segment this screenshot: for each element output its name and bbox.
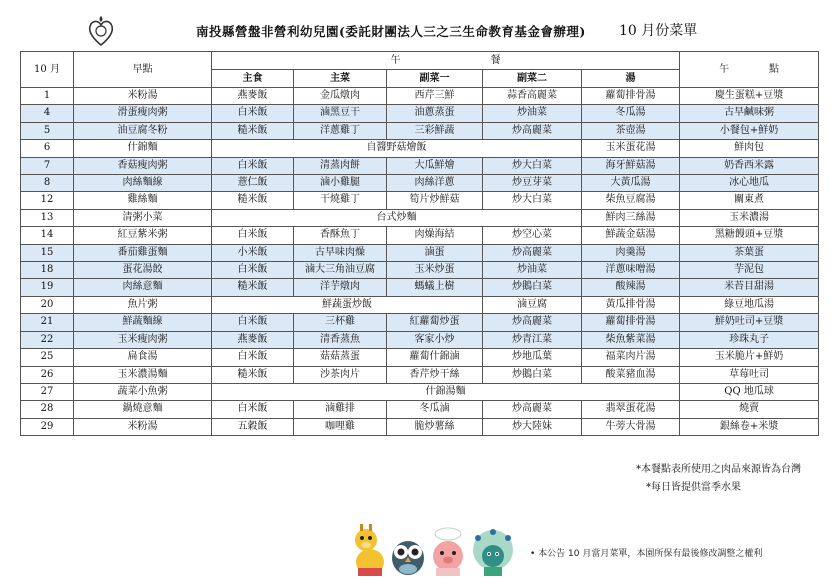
staple-cell: 五穀飯 bbox=[212, 418, 294, 435]
note-meat-origin: *本餐點表所使用之肉品來源皆為台灣 bbox=[636, 464, 801, 475]
side2-cell: 炒大陸妹 bbox=[483, 418, 582, 435]
page-title: 南投縣營盤非營利幼兒園(委託財團法人三之三生命教育基金會辦理) bbox=[196, 24, 586, 39]
staple-cell: 薏仁飯 bbox=[212, 175, 294, 192]
breakfast-cell: 鍋燒意麵 bbox=[74, 401, 212, 418]
date-cell: 1 bbox=[21, 88, 74, 105]
date-cell: 5 bbox=[21, 122, 74, 139]
breakfast-cell: 肉絲意麵 bbox=[74, 279, 212, 296]
lunch-subheader-side1: 副菜一 bbox=[387, 70, 483, 88]
breakfast-cell: 玉米濃湯麵 bbox=[74, 366, 212, 383]
soup-cell: 海牙鮮菇湯 bbox=[582, 157, 680, 174]
date-cell: 29 bbox=[21, 418, 74, 435]
soup-cell: 蘿蔔排骨湯 bbox=[582, 88, 680, 105]
soup-cell: 鮮蔬金菇湯 bbox=[582, 227, 680, 244]
date-cell: 25 bbox=[21, 349, 74, 366]
side1-cell: 蘿蔔什錦滷 bbox=[387, 349, 483, 366]
table-row bbox=[21, 296, 819, 313]
snack-cell: 珍珠丸子 bbox=[680, 331, 819, 348]
table-row bbox=[21, 88, 819, 105]
table-row bbox=[21, 209, 819, 226]
soup-cell: 福菜肉片湯 bbox=[582, 349, 680, 366]
main-cell: 古早味肉燥 bbox=[294, 244, 387, 261]
side2-cell: 炒豆芽菜 bbox=[483, 175, 582, 192]
staple-cell: 燕麥飯 bbox=[212, 331, 294, 348]
month-title: 10 月份菜單 bbox=[619, 23, 698, 39]
side2-cell: 炒鵝白菜 bbox=[483, 279, 582, 296]
staple-cell: 白米飯 bbox=[212, 401, 294, 418]
table-row bbox=[21, 105, 819, 122]
date-cell: 6 bbox=[21, 140, 74, 157]
side1-cell: 西芹三鮮 bbox=[387, 88, 483, 105]
side2-cell: 炒高麗菜 bbox=[483, 244, 582, 261]
date-cell: 21 bbox=[21, 314, 74, 331]
soup-cell: 牛蒡大骨湯 bbox=[582, 418, 680, 435]
breakfast-cell: 什錦麵 bbox=[74, 140, 212, 157]
side1-cell: 肉絲洋蔥 bbox=[387, 175, 483, 192]
main-cell: 清蒸肉餅 bbox=[294, 157, 387, 174]
lunch-subheader-main: 主菜 bbox=[294, 70, 387, 88]
side2-cell: 炒油菜 bbox=[483, 262, 582, 279]
note-fruit: *每日皆提供當季水果 bbox=[646, 482, 741, 493]
table-row bbox=[21, 383, 819, 400]
soup-cell: 冬瓜湯 bbox=[582, 105, 680, 122]
menu-table bbox=[20, 51, 819, 436]
table-row bbox=[21, 418, 819, 435]
snack-cell: 鮮奶吐司+豆漿 bbox=[680, 314, 819, 331]
snack-cell: 古早鹹味粥 bbox=[680, 105, 819, 122]
staple-cell: 糙米飯 bbox=[212, 192, 294, 209]
soup-cell: 柴魚豆腐湯 bbox=[582, 192, 680, 209]
table-row bbox=[21, 401, 819, 418]
soup-cell: 柴魚紫菜湯 bbox=[582, 331, 680, 348]
soup-cell: 玉米蛋花湯 bbox=[582, 140, 680, 157]
snack-cell: 鮮肉包 bbox=[680, 140, 819, 157]
heart-logo-icon bbox=[86, 14, 116, 48]
side1-cell: 筍片炒鮮菇 bbox=[387, 192, 483, 209]
table-row bbox=[21, 175, 819, 192]
side1-cell: 油蔥蒸蛋 bbox=[387, 105, 483, 122]
snack-cell: 奶香西米露 bbox=[680, 157, 819, 174]
soup-cell: 酸菜豬血湯 bbox=[582, 366, 680, 383]
soup-cell: 茶壺湯 bbox=[582, 122, 680, 139]
breakfast-cell: 肉絲麵線 bbox=[74, 175, 212, 192]
staple-cell: 白米飯 bbox=[212, 314, 294, 331]
snack-cell: 關東煮 bbox=[680, 192, 819, 209]
main-cell: 滷黑豆干 bbox=[294, 105, 387, 122]
soup-cell: 酸辣湯 bbox=[582, 279, 680, 296]
snack-cell: 慶生蛋糕+豆漿 bbox=[680, 88, 819, 105]
soup-cell: 鮮肉三絲湯 bbox=[582, 209, 680, 226]
staple-cell: 白米飯 bbox=[212, 157, 294, 174]
date-cell: 19 bbox=[21, 279, 74, 296]
date-cell: 22 bbox=[21, 331, 74, 348]
side2-cell: 蒜香高麗菜 bbox=[483, 88, 582, 105]
table-row bbox=[21, 140, 819, 157]
main-cell: 香酥魚丁 bbox=[294, 227, 387, 244]
table-row bbox=[21, 279, 819, 296]
breakfast-cell: 滑蛋瘦肉粥 bbox=[74, 105, 212, 122]
breakfast-cell: 油豆腐冬粉 bbox=[74, 122, 212, 139]
breakfast-cell: 蛋花湯餃 bbox=[74, 262, 212, 279]
table-row bbox=[21, 366, 819, 383]
lunch-subheader-soup: 湯 bbox=[582, 70, 680, 88]
table-row bbox=[21, 192, 819, 209]
staple-cell: 白米飯 bbox=[212, 227, 294, 244]
date-cell: 7 bbox=[21, 157, 74, 174]
table-row bbox=[21, 227, 819, 244]
side1-cell: 大瓜鮮燴 bbox=[387, 157, 483, 174]
table-row bbox=[21, 157, 819, 174]
side1-cell: 肉燥海結 bbox=[387, 227, 483, 244]
lunch-merged-cell: 什錦湯麵 bbox=[212, 383, 680, 400]
side2-cell: 炒空心菜 bbox=[483, 227, 582, 244]
breakfast-cell: 米粉湯 bbox=[74, 88, 212, 105]
staple-cell: 糙米飯 bbox=[212, 122, 294, 139]
soup-cell: 翡翠蛋花湯 bbox=[582, 401, 680, 418]
staple-cell: 白米飯 bbox=[212, 349, 294, 366]
date-cell: 8 bbox=[21, 175, 74, 192]
soup-cell: 肉羹湯 bbox=[582, 244, 680, 261]
lunch-subheader-staple: 主食 bbox=[212, 70, 294, 88]
main-cell: 滷小雞腿 bbox=[294, 175, 387, 192]
staple-cell: 小米飯 bbox=[212, 244, 294, 261]
soup-cell: 大黃瓜湯 bbox=[582, 175, 680, 192]
snack-cell: 綠豆地瓜湯 bbox=[680, 296, 819, 313]
side1-cell: 客家小炒 bbox=[387, 331, 483, 348]
date-cell: 15 bbox=[21, 244, 74, 261]
main-cell: 三杯雞 bbox=[294, 314, 387, 331]
staple-cell: 糙米飯 bbox=[212, 366, 294, 383]
snack-cell: 小餐包+鮮奶 bbox=[680, 122, 819, 139]
snack-cell: 銀絲卷+米漿 bbox=[680, 418, 819, 435]
side2-cell: 炒鵝白菜 bbox=[483, 366, 582, 383]
main-cell: 金瓜燉肉 bbox=[294, 88, 387, 105]
snack-cell: 冰心地瓜 bbox=[680, 175, 819, 192]
table-row bbox=[21, 349, 819, 366]
date-cell: 12 bbox=[21, 192, 74, 209]
side2-cell: 炒大白菜 bbox=[483, 192, 582, 209]
lunch-merged-cell: 台式炒麵 bbox=[212, 209, 582, 226]
side2-cell: 炒青江菜 bbox=[483, 331, 582, 348]
footer-notice: • 本公告 10 月當月菜單，本園所保有最後修改調整之權利 bbox=[530, 549, 763, 559]
side2-cell: 炒油菜 bbox=[483, 105, 582, 122]
date-cell: 18 bbox=[21, 262, 74, 279]
snack-cell: QQ 地瓜球 bbox=[680, 383, 819, 400]
side2-cell: 滷豆腐 bbox=[483, 296, 582, 313]
table-row bbox=[21, 244, 819, 261]
date-cell: 20 bbox=[21, 296, 74, 313]
date-header: 10 月 bbox=[21, 52, 74, 88]
date-cell: 26 bbox=[21, 366, 74, 383]
lunch-subheader-side2: 副菜二 bbox=[483, 70, 582, 88]
main-cell: 沙茶肉片 bbox=[294, 366, 387, 383]
breakfast-cell: 鮮蔬麵線 bbox=[74, 314, 212, 331]
lunch-header: 午 餐 bbox=[212, 52, 680, 70]
afternoon-header: 午 點 bbox=[680, 52, 819, 88]
breakfast-cell: 清粥小菜 bbox=[74, 209, 212, 226]
snack-cell: 芋泥包 bbox=[680, 262, 819, 279]
breakfast-cell: 紅豆紫米粥 bbox=[74, 227, 212, 244]
soup-cell: 蘿蔔排骨湯 bbox=[582, 314, 680, 331]
staple-cell: 白米飯 bbox=[212, 262, 294, 279]
side2-cell: 炒高麗菜 bbox=[483, 122, 582, 139]
main-cell: 咖哩雞 bbox=[294, 418, 387, 435]
side1-cell: 冬瓜滷 bbox=[387, 401, 483, 418]
snack-cell: 米苔目甜湯 bbox=[680, 279, 819, 296]
main-cell: 滷大三角油豆腐 bbox=[294, 262, 387, 279]
breakfast-cell: 蔬菜小魚粥 bbox=[74, 383, 212, 400]
date-cell: 4 bbox=[21, 105, 74, 122]
date-cell: 13 bbox=[21, 209, 74, 226]
snack-cell: 黑糖饅頭+豆漿 bbox=[680, 227, 819, 244]
side2-cell: 炒地瓜葉 bbox=[483, 349, 582, 366]
soup-cell: 黃瓜排骨湯 bbox=[582, 296, 680, 313]
side1-cell: 脆炒薯絲 bbox=[387, 418, 483, 435]
breakfast-cell: 扁食湯 bbox=[74, 349, 212, 366]
breakfast-cell: 魚片粥 bbox=[74, 296, 212, 313]
lunch-merged-cell: 自醬野菇燴飯 bbox=[212, 140, 582, 157]
snack-cell: 草莓吐司 bbox=[680, 366, 819, 383]
side2-cell: 炒高麗菜 bbox=[483, 314, 582, 331]
main-cell: 洋蔥雞丁 bbox=[294, 122, 387, 139]
side1-cell: 香芹炒干絲 bbox=[387, 366, 483, 383]
date-cell: 27 bbox=[21, 383, 74, 400]
table-row bbox=[21, 122, 819, 139]
staple-cell: 糙米飯 bbox=[212, 279, 294, 296]
date-cell: 28 bbox=[21, 401, 74, 418]
breakfast-cell: 香菇瘦肉粥 bbox=[74, 157, 212, 174]
breakfast-cell: 雞絲麵 bbox=[74, 192, 212, 209]
table-row bbox=[21, 262, 819, 279]
side2-cell: 炒大白菜 bbox=[483, 157, 582, 174]
breakfast-cell: 米粉湯 bbox=[74, 418, 212, 435]
staple-cell: 白米飯 bbox=[212, 105, 294, 122]
breakfast-cell: 番茄雞蛋麵 bbox=[74, 244, 212, 261]
side1-cell: 紅蘿蔔炒蛋 bbox=[387, 314, 483, 331]
notes bbox=[636, 461, 801, 497]
snack-cell: 燒賣 bbox=[680, 401, 819, 418]
table-row bbox=[21, 314, 819, 331]
table-row bbox=[21, 331, 819, 348]
breakfast-header: 早點 bbox=[74, 52, 212, 88]
breakfast-cell: 玉米瘦肉粥 bbox=[74, 331, 212, 348]
main-cell: 干燒雞丁 bbox=[294, 192, 387, 209]
side1-cell: 螞蟻上樹 bbox=[387, 279, 483, 296]
main-cell: 洋芋燉肉 bbox=[294, 279, 387, 296]
soup-cell: 洋蔥味噌湯 bbox=[582, 262, 680, 279]
main-cell: 滷雞排 bbox=[294, 401, 387, 418]
main-cell: 菇菇蒸蛋 bbox=[294, 349, 387, 366]
side1-cell: 三彩鮮蔬 bbox=[387, 122, 483, 139]
mascot-group-icon bbox=[348, 512, 518, 578]
date-cell: 14 bbox=[21, 227, 74, 244]
snack-cell: 茶葉蛋 bbox=[680, 244, 819, 261]
side1-cell: 玉米炒蛋 bbox=[387, 262, 483, 279]
main-cell: 清香蒸魚 bbox=[294, 331, 387, 348]
snack-cell: 玉米濃湯 bbox=[680, 209, 819, 226]
side2-cell: 炒高麗菜 bbox=[483, 401, 582, 418]
lunch-merged-cell: 鮮蔬蛋炒飯 bbox=[212, 296, 483, 313]
staple-cell: 燕麥飯 bbox=[212, 88, 294, 105]
snack-cell: 玉米脆片+鮮奶 bbox=[680, 349, 819, 366]
side1-cell: 滷蛋 bbox=[387, 244, 483, 261]
